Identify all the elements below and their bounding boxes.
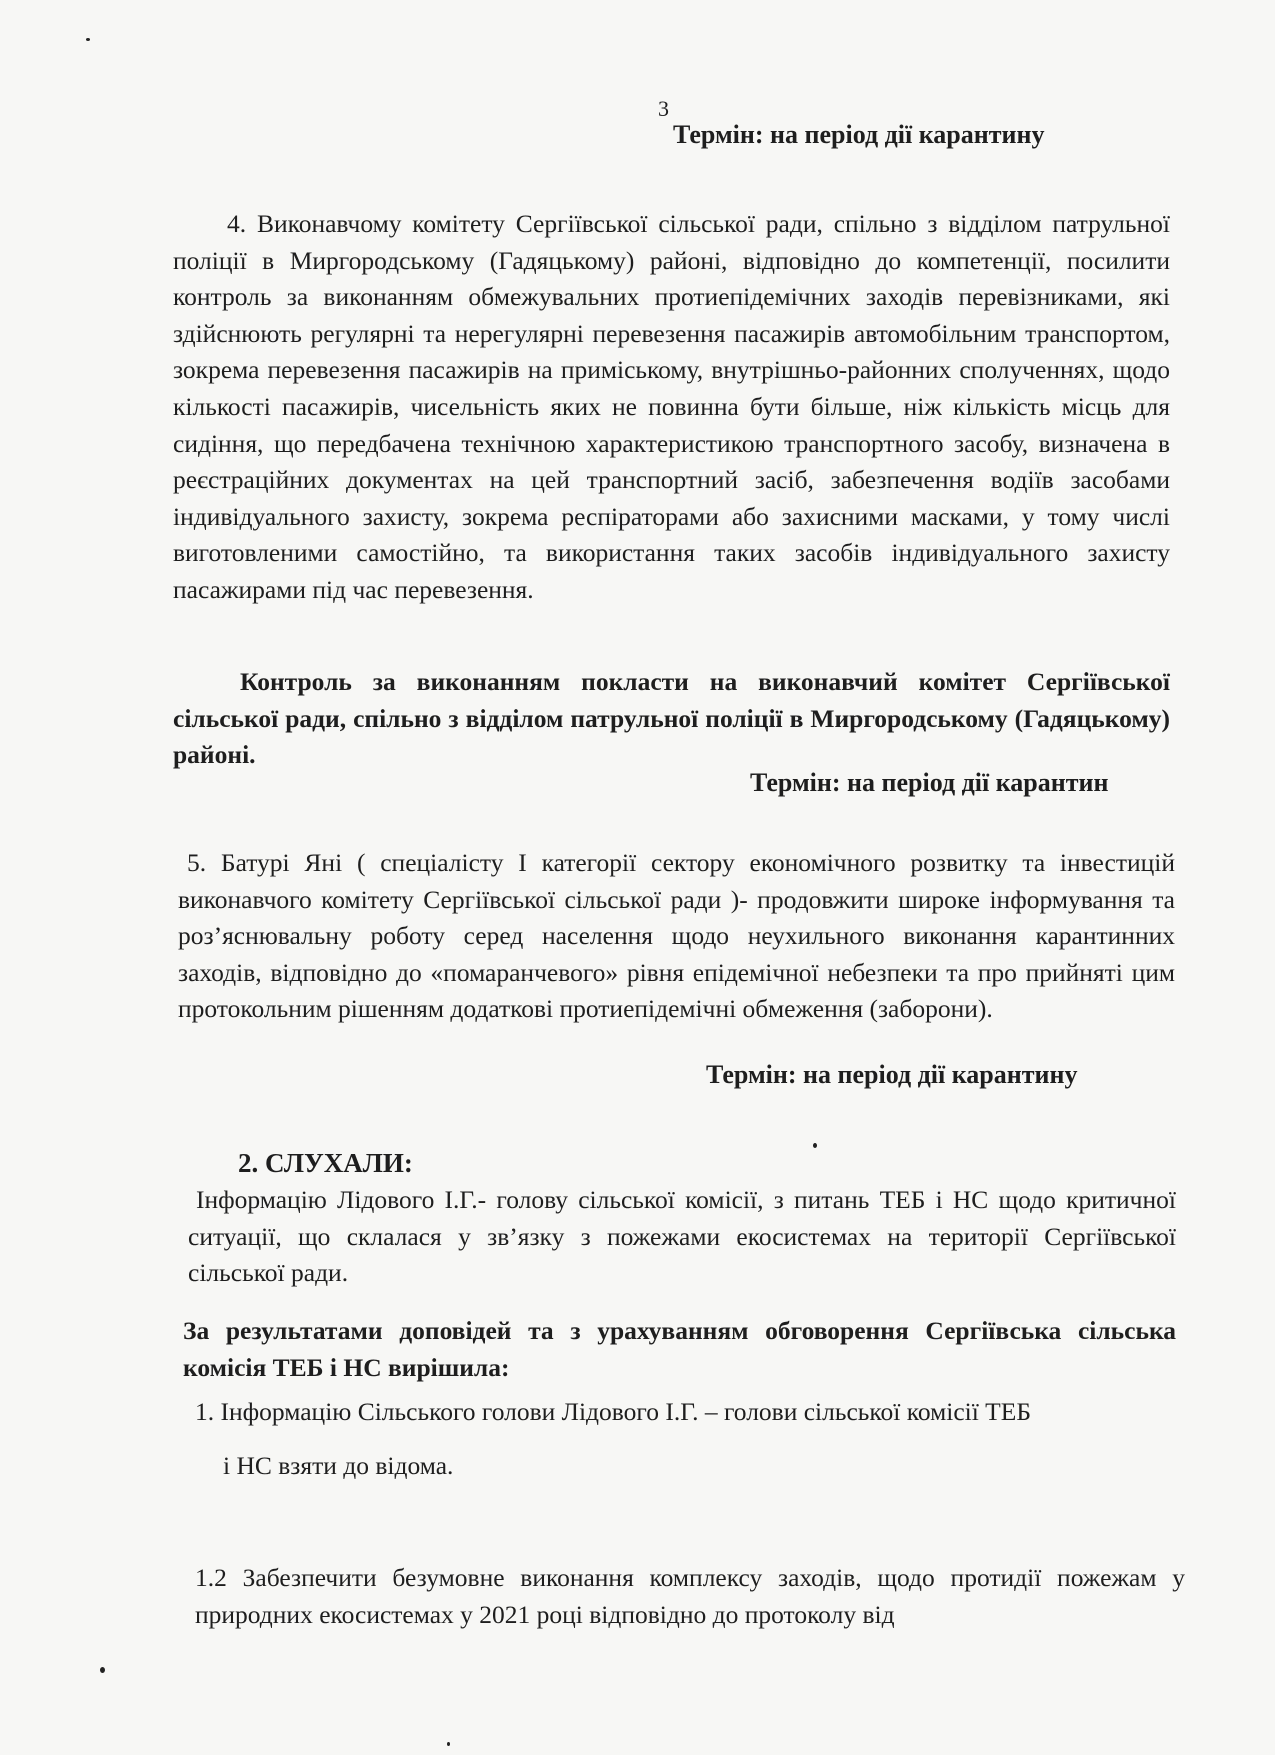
decision-1-2-paragraph: 1.2 Забезпечити безумовне виконання комплексу заходів, щодо протидії пожежам у природних екосистемах у 2021 році відповідно до протоколу від: [195, 1563, 1185, 1629]
item-5-paragraph: 5. Батурі Яні ( спеціалісту І категорії сектору економічного розвитку та інвестицій виконавчого комітету Сергіївської сільської ради )- продовжити широке інформування та роз’яснювальну роботу серед населення щодо неухильного виконання карантинних заходів, відповідно до «помаранчевого» рівня епідемічної небезпеки та про прийняті цим протокольним рішенням додаткові протиепідемічні обмеження (заборони).: [178, 848, 1175, 1024]
heard-paragraph: Інформацію Лідового І.Г.- голову сільської комісії, з питань ТЕБ і НС щодо критичної ситуації, що склалася у зв’язку з пожежами екосистемах на території Сергіївської сільської ради.: [188, 1185, 1176, 1288]
scan-speck: [86, 38, 90, 41]
deadline-term-1: Термін: на період дії карантину: [673, 120, 1045, 149]
item-4-control-paragraph: Контроль за виконанням покласти на виконавчий комітет Сергіївської сільської ради, спільно з відділом патрульної поліції в Миргородському (Гадяцькому) районі.: [173, 667, 1170, 770]
scan-speck: [100, 1667, 105, 1673]
deadline-term-2: Термін: на період дії карантин: [750, 768, 1109, 797]
decision-1-line-2: і НС взяти до відома.: [223, 1451, 454, 1480]
item-4-paragraph: 4. Виконавчому комітету Сергіївської сільської ради, спільно з відділом патрульної поліції в Миргородському (Гадяцькому) районі, відповідно до компетенції, посилити контроль за виконанням обмежувальних протиепідемічних заходів перевізниками, які здійснюють регулярні та нерегулярні перевезення пасажирів автомобільним транспортом, зокрема перевезення пасажирів на приміському, внутрішньо-районних сполученнях, щодо кількості пасажирів, чисельність яких не повинна бути більше, ніж кількість місць для сидіння, що передбачена технічною характеристикою транспортного засобу, визначена в реєстраційних документах на цей транспортний засіб, забезпечення водіїв засобами індивідуального захисту, зокрема респіраторами або захисними масками, у тому числі виготовленими самостійно, та використання таких засобів індивідуального захисту пасажирами під час перевезення.: [173, 209, 1170, 604]
decision-1-line-1: 1. Інформацію Сільського голови Лідового І.Г. – голови сільської комісії ТЕБ: [195, 1397, 1031, 1426]
scan-speck: [813, 1143, 817, 1148]
deadline-term-3: Термін: на період дії карантину: [706, 1060, 1078, 1089]
decision-heading: За результатами доповідей та з урахуванням обговорення Сергіївська сільська комісія ТЕБ і НС вирішила:: [183, 1316, 1176, 1382]
page-number: 3: [658, 96, 669, 121]
section-heading-heard: 2. СЛУХАЛИ:: [238, 1148, 413, 1178]
scan-speck: [447, 1742, 450, 1746]
